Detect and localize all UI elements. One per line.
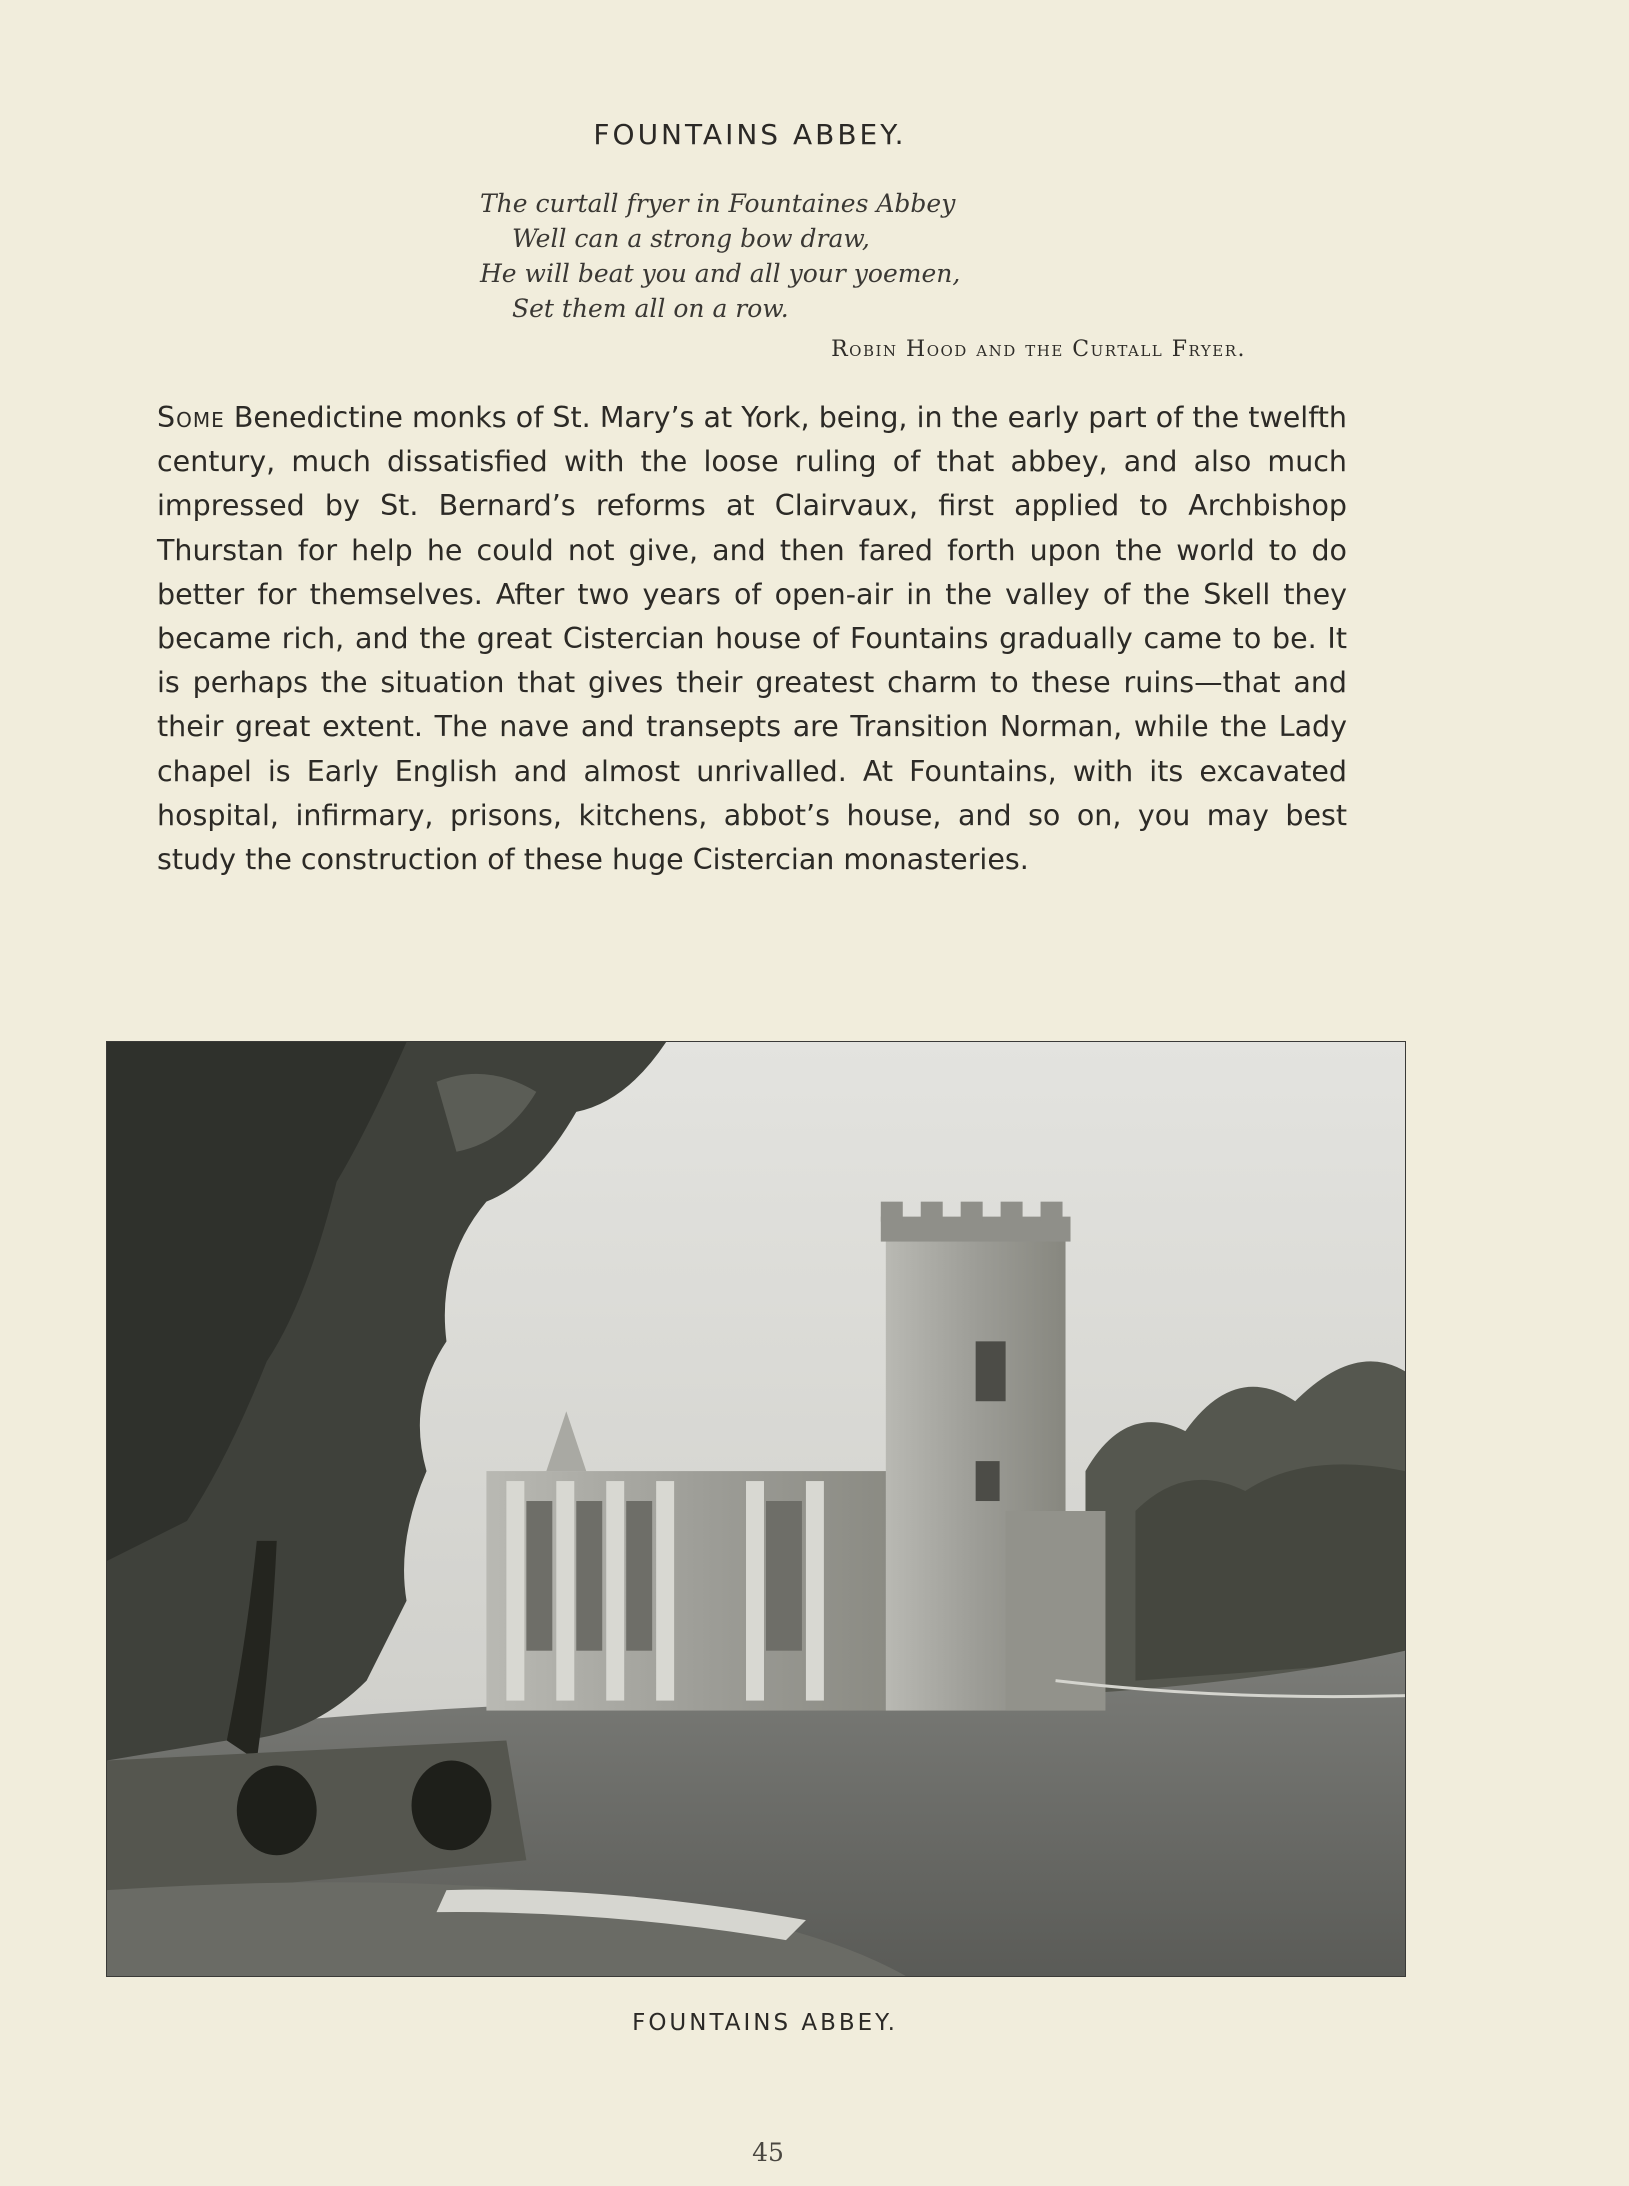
epigraph bbox=[480, 186, 1260, 326]
epigraph-line: The curtall fryer in Fountaines Abbey bbox=[480, 189, 956, 218]
epigraph-line: Set them all on a row. bbox=[512, 294, 789, 323]
abbey-photo-illustration bbox=[107, 1042, 1405, 1976]
page-number: 45 bbox=[752, 2138, 784, 2167]
epigraph-line: Well can a strong bow draw, bbox=[512, 224, 870, 253]
page-heading: FOUNTAINS ABBEY. bbox=[593, 118, 907, 151]
body-lead-word: Some bbox=[157, 401, 225, 434]
body-paragraph bbox=[157, 396, 1347, 882]
epigraph-attribution: Robin Hood and the Curtall Fryer. bbox=[831, 337, 1246, 362]
epigraph-line: He will beat you and all your yoemen, bbox=[480, 259, 961, 288]
photo-caption: FOUNTAINS ABBEY. bbox=[632, 2010, 898, 2036]
abbey-photograph bbox=[106, 1041, 1406, 1977]
body-paragraph-text: Benedictine monks of St. Mary’s at York, being, in the early part of the twelfth century, much dissatisfied with the loose ruling of that abbey, and also much impressed by St. Bernard’s reforms at Clairvaux, first applied to Archbishop Thurstan for help he could not give, and then fared forth upon the world to do better for themselves. After two years of open-air in the valley of the Skell they became rich, and the great Cistercian house of Fountains gradually came to be. It is perhaps the situation that gives their greatest charm to these ruins—that and their great extent. The nave and transepts are Transition Norman, while the Lady chapel is Early English and almost unrivalled. At Fountains, with its excavated hospital, infirmary, prisons, kitchens, abbot’s house, and so on, you may best study the construction of these huge Cistercian monasteries. bbox=[157, 401, 1347, 877]
